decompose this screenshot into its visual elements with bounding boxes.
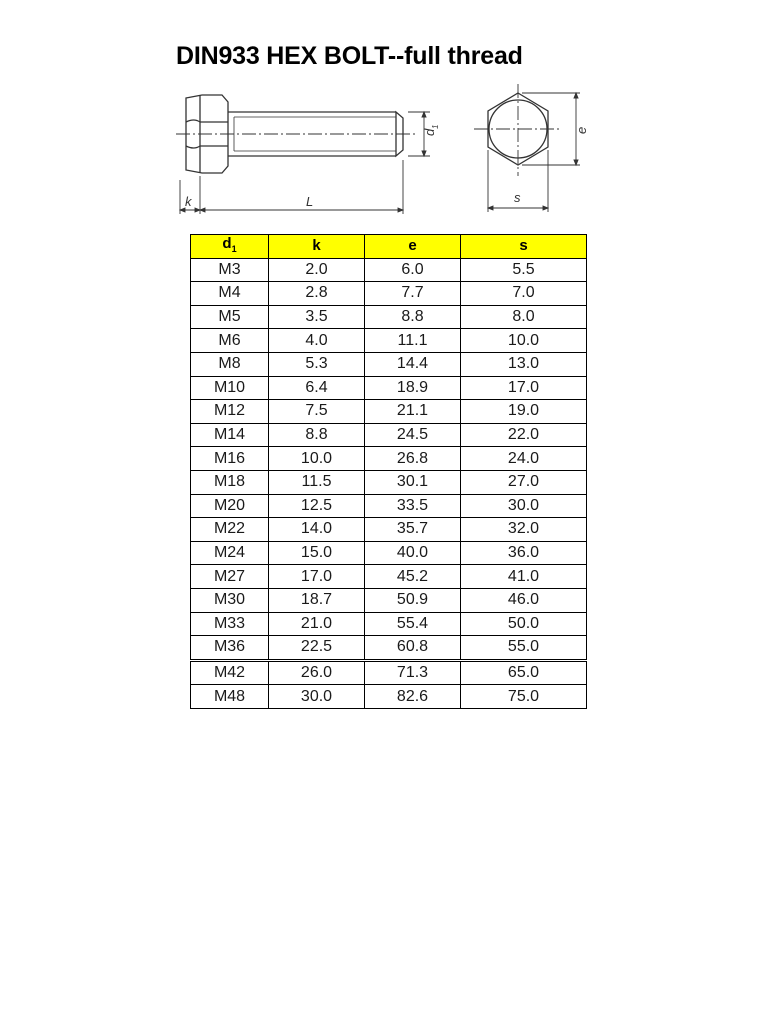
cell-e: 30.1 bbox=[365, 470, 461, 494]
table-row bbox=[191, 518, 587, 542]
cell-k: 2.0 bbox=[269, 258, 365, 282]
cell-k: 14.0 bbox=[269, 518, 365, 542]
table-row bbox=[191, 660, 587, 685]
cell-e: 60.8 bbox=[365, 636, 461, 661]
table-row bbox=[191, 447, 587, 471]
cell-e: 82.6 bbox=[365, 685, 461, 709]
cell-k: 6.4 bbox=[269, 376, 365, 400]
cell-s: 50.0 bbox=[461, 612, 587, 636]
cell-s: 41.0 bbox=[461, 565, 587, 589]
hex-end-view bbox=[474, 84, 562, 176]
cell-e: 50.9 bbox=[365, 588, 461, 612]
table-row bbox=[191, 329, 587, 353]
side-dimensions bbox=[180, 112, 430, 214]
cell-k: 17.0 bbox=[269, 565, 365, 589]
cell-d1: M5 bbox=[191, 305, 269, 329]
cell-e: 11.1 bbox=[365, 329, 461, 353]
cell-e: 18.9 bbox=[365, 376, 461, 400]
cell-d1: M22 bbox=[191, 518, 269, 542]
page-title: DIN933 HEX BOLT--full thread bbox=[176, 42, 523, 70]
cell-k: 30.0 bbox=[269, 685, 365, 709]
cell-d1: M42 bbox=[191, 660, 269, 685]
cell-k: 5.3 bbox=[269, 352, 365, 376]
dimension-table bbox=[190, 234, 587, 709]
bolt-drawing bbox=[172, 84, 592, 219]
cell-d1: M10 bbox=[191, 376, 269, 400]
cell-k: 2.8 bbox=[269, 282, 365, 306]
cell-e: 6.0 bbox=[365, 258, 461, 282]
cell-s: 27.0 bbox=[461, 470, 587, 494]
cell-s: 55.0 bbox=[461, 636, 587, 661]
cell-k: 3.5 bbox=[269, 305, 365, 329]
cell-k: 11.5 bbox=[269, 470, 365, 494]
table-row bbox=[191, 423, 587, 447]
cell-d1: M14 bbox=[191, 423, 269, 447]
cell-k: 21.0 bbox=[269, 612, 365, 636]
cell-s: 30.0 bbox=[461, 494, 587, 518]
table-row bbox=[191, 588, 587, 612]
cell-d1: M48 bbox=[191, 685, 269, 709]
cell-k: 26.0 bbox=[269, 660, 365, 685]
label-L: L bbox=[306, 194, 314, 209]
table-row bbox=[191, 685, 587, 709]
cell-e: 35.7 bbox=[365, 518, 461, 542]
cell-e: 14.4 bbox=[365, 352, 461, 376]
label-d: d bbox=[422, 128, 437, 136]
cell-k: 15.0 bbox=[269, 541, 365, 565]
cell-e: 33.5 bbox=[365, 494, 461, 518]
cell-d1: M16 bbox=[191, 447, 269, 471]
table-row bbox=[191, 400, 587, 424]
cell-k: 18.7 bbox=[269, 588, 365, 612]
cell-d1: M36 bbox=[191, 636, 269, 661]
cell-d1: M20 bbox=[191, 494, 269, 518]
table-row bbox=[191, 565, 587, 589]
table-row bbox=[191, 282, 587, 306]
cell-s: 8.0 bbox=[461, 305, 587, 329]
cell-d1: M24 bbox=[191, 541, 269, 565]
cell-d1: M3 bbox=[191, 258, 269, 282]
table-row bbox=[191, 352, 587, 376]
cell-s: 10.0 bbox=[461, 329, 587, 353]
cell-s: 19.0 bbox=[461, 400, 587, 424]
table-row bbox=[191, 636, 587, 661]
cell-s: 32.0 bbox=[461, 518, 587, 542]
cell-k: 4.0 bbox=[269, 329, 365, 353]
header-k: k bbox=[269, 235, 365, 259]
table-row bbox=[191, 376, 587, 400]
bolt-shank-side bbox=[176, 112, 417, 156]
cell-e: 7.7 bbox=[365, 282, 461, 306]
label-d-sub: 1 bbox=[431, 124, 440, 129]
cell-s: 75.0 bbox=[461, 685, 587, 709]
table-header-row bbox=[191, 235, 587, 259]
label-s: s bbox=[514, 190, 521, 205]
table-row bbox=[191, 470, 587, 494]
header-s: s bbox=[461, 235, 587, 259]
header-d1: $d_1$ bbox=[191, 235, 269, 259]
cell-s: 24.0 bbox=[461, 447, 587, 471]
cell-d1: M33 bbox=[191, 612, 269, 636]
cell-e: 40.0 bbox=[365, 541, 461, 565]
cell-d1: M6 bbox=[191, 329, 269, 353]
table-row bbox=[191, 541, 587, 565]
cell-e: 8.8 bbox=[365, 305, 461, 329]
cell-e: 21.1 bbox=[365, 400, 461, 424]
cell-e: 55.4 bbox=[365, 612, 461, 636]
table-row bbox=[191, 494, 587, 518]
cell-e: 45.2 bbox=[365, 565, 461, 589]
cell-d1: M12 bbox=[191, 400, 269, 424]
cell-s: 36.0 bbox=[461, 541, 587, 565]
cell-k: 7.5 bbox=[269, 400, 365, 424]
table-row bbox=[191, 258, 587, 282]
label-k: k bbox=[185, 194, 192, 209]
cell-e: 71.3 bbox=[365, 660, 461, 685]
cell-d1: M4 bbox=[191, 282, 269, 306]
cell-d1: M30 bbox=[191, 588, 269, 612]
cell-k: 8.8 bbox=[269, 423, 365, 447]
cell-s: 13.0 bbox=[461, 352, 587, 376]
cell-d1: M8 bbox=[191, 352, 269, 376]
cell-k: 10.0 bbox=[269, 447, 365, 471]
cell-k: 22.5 bbox=[269, 636, 365, 661]
cell-s: 46.0 bbox=[461, 588, 587, 612]
cell-d1: M27 bbox=[191, 565, 269, 589]
cell-s: 17.0 bbox=[461, 376, 587, 400]
cell-e: 24.5 bbox=[365, 423, 461, 447]
table-row bbox=[191, 305, 587, 329]
table-row bbox=[191, 612, 587, 636]
label-e: e bbox=[574, 126, 589, 134]
cell-e: 26.8 bbox=[365, 447, 461, 471]
cell-k: 12.5 bbox=[269, 494, 365, 518]
cell-s: 22.0 bbox=[461, 423, 587, 447]
cell-d1: M18 bbox=[191, 470, 269, 494]
cell-s: 65.0 bbox=[461, 660, 587, 685]
cell-s: 5.5 bbox=[461, 258, 587, 282]
header-e: e bbox=[365, 235, 461, 259]
cell-s: 7.0 bbox=[461, 282, 587, 306]
